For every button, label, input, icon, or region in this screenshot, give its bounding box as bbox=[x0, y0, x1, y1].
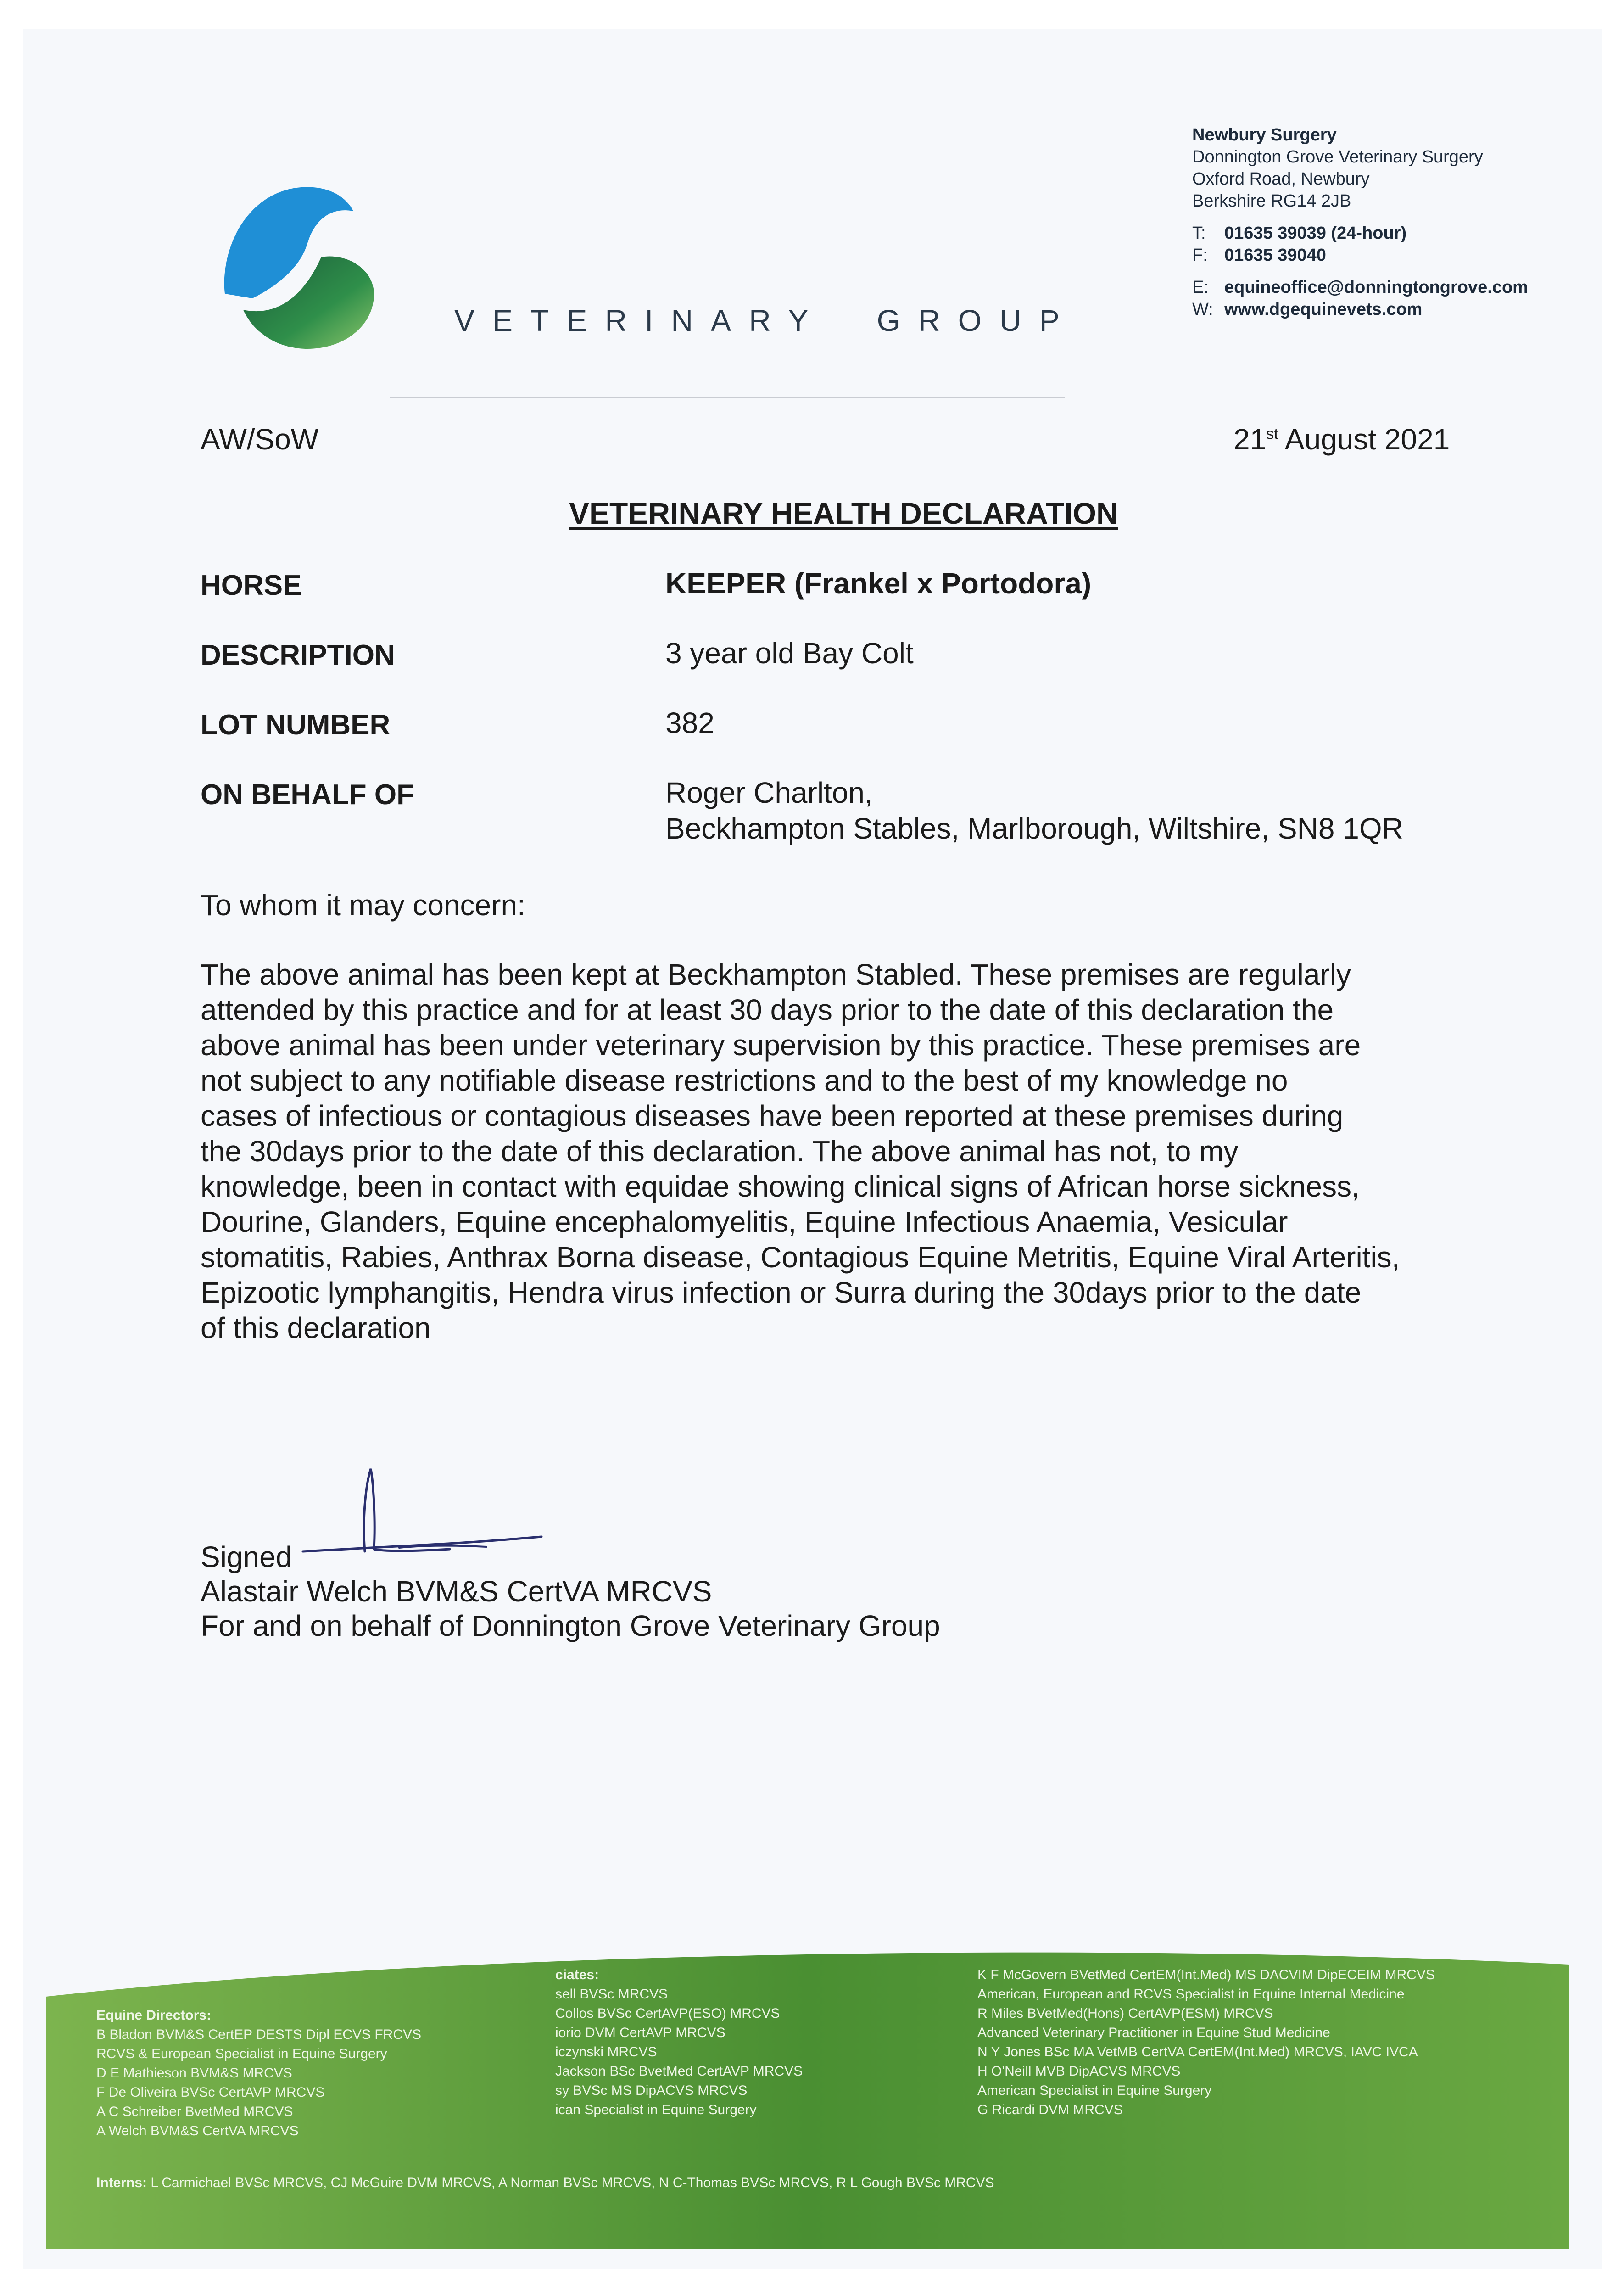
email-label: E: bbox=[1192, 278, 1209, 297]
associate-line: sy BVSc MS DipACVS MRCVS bbox=[555, 2083, 748, 2098]
behalf-line: Roger Charlton, bbox=[665, 776, 873, 809]
body-line: knowledge, been in contact with equidae showing clinical signs of African horse sickness, bbox=[201, 1170, 1360, 1203]
fax-label: F: bbox=[1192, 246, 1208, 265]
field-value-horse: KEEPER (Frankel x Portodora) bbox=[665, 567, 1092, 600]
header-divider bbox=[390, 397, 1065, 398]
date-rest: August 2021 bbox=[1278, 423, 1450, 456]
associate-line: iorio DVM CertAVP MRCVS bbox=[555, 2025, 725, 2040]
director-line: B Bladon BVM&S CertEP DESTS Dipl ECVS FRCVS bbox=[96, 2027, 422, 2042]
specialist-line: American Specialist in Equine Surgery bbox=[977, 2083, 1212, 2098]
associate-line: ican Specialist in Equine Surgery bbox=[555, 2102, 757, 2117]
signer-name: Alastair Welch BVM&S CertVA MRCVS bbox=[201, 1575, 712, 1608]
body-line: of this declaration bbox=[201, 1311, 431, 1344]
field-label-horse: HORSE bbox=[201, 570, 302, 601]
document-title: VETERINARY HEALTH DECLARATION bbox=[569, 496, 1118, 530]
specialist-line: American, European and RCVS Specialist in Equine Internal Medicine bbox=[977, 1987, 1405, 2002]
field-value-on-behalf-of bbox=[665, 775, 1403, 846]
fax-number: 01635 39040 bbox=[1224, 246, 1326, 265]
body-line: not subject to any notifiable disease restrictions and to the best of my knowledge no bbox=[201, 1064, 1288, 1097]
address-line: Donnington Grove Veterinary Surgery bbox=[1192, 147, 1483, 167]
footer-directors bbox=[96, 2006, 421, 2141]
group-title bbox=[454, 303, 1128, 338]
body-line: above animal has been under veterinary supervision by this practice. These premises are bbox=[201, 1029, 1361, 1062]
body-line: attended by this practice and for at least 30 days prior to the date of this declaration the bbox=[201, 993, 1334, 1026]
letter-date bbox=[1233, 422, 1450, 456]
field-label-description: DESCRIPTION bbox=[201, 639, 395, 671]
phone-label: T: bbox=[1192, 224, 1206, 243]
specialist-line: K F McGovern BVetMed CertEM(Int.Med) MS DACVIM DipECEIM MRCVS bbox=[977, 1967, 1435, 1982]
swan-leaf-logo-icon bbox=[216, 179, 399, 363]
footer-associates bbox=[555, 1965, 803, 2120]
directors-heading: Equine Directors: bbox=[96, 2008, 212, 2023]
interns-label: Interns: bbox=[96, 2175, 147, 2190]
associate-line: Jackson BSc BvetMed CertAVP MRCVS bbox=[555, 2064, 803, 2079]
associate-line: Collos BVSc CertAVP(ESO) MRCVS bbox=[555, 2006, 780, 2021]
address-line: Oxford Road, Newbury bbox=[1192, 169, 1370, 189]
associate-line: iczynski MRCVS bbox=[555, 2044, 657, 2060]
website-link[interactable]: www.dgequinevets.com bbox=[1224, 300, 1423, 319]
associates-heading: ciates: bbox=[555, 1967, 599, 1982]
footer-specialists bbox=[977, 1965, 1435, 2120]
date-day: 21 bbox=[1233, 423, 1267, 456]
director-line: F De Oliveira BVSc CertAVP MRCVS bbox=[96, 2085, 325, 2100]
specialist-line: R Miles BVetMed(Hons) CertAVP(ESM) MRCVS bbox=[977, 2006, 1273, 2021]
body-line: stomatitis, Rabies, Anthrax Borna disease, Contagious Equine Metritis, Equine Viral Arteritis, bbox=[201, 1241, 1400, 1274]
body-line: Epizootic lymphangitis, Hendra virus infection or Surra during the 30days prior to the date bbox=[201, 1276, 1362, 1309]
field-value-description: 3 year old Bay Colt bbox=[665, 637, 914, 670]
email-link[interactable]: equineoffice@donningtongrove.com bbox=[1224, 278, 1528, 297]
letter-reference: AW/SoW bbox=[201, 423, 319, 456]
director-line: D E Mathieson BVM&S MRCVS bbox=[96, 2066, 292, 2081]
field-label-lot-number: LOT NUMBER bbox=[201, 709, 391, 741]
field-value-lot-number: 382 bbox=[665, 706, 714, 739]
specialist-line: H O'Neill MVB DipACVS MRCVS bbox=[977, 2064, 1181, 2079]
director-line: A Welch BVM&S CertVA MRCVS bbox=[96, 2123, 299, 2138]
body-line: the 30days prior to the date of this declaration. The above animal has not, to my bbox=[201, 1135, 1239, 1168]
behalf-line: Beckhampton Stables, Marlborough, Wiltshire, SN8 1QR bbox=[665, 812, 1403, 845]
phone-number[interactable]: 01635 39039 (24-hour) bbox=[1224, 224, 1407, 243]
interns-list: L Carmichael BVSc MRCVS, CJ McGuire DVM MRCVS, A Norman BVSc MRCVS, N C-Thomas BVSc MRCVS, R L Gough BVSc MRCVS bbox=[147, 2175, 994, 2190]
group-title-word: GROUP bbox=[876, 303, 1077, 337]
signed-label: Signed bbox=[201, 1540, 292, 1573]
date-suffix: st bbox=[1266, 425, 1278, 443]
specialist-line: Advanced Veterinary Practitioner in Equine Stud Medicine bbox=[977, 2025, 1330, 2040]
body-line: Dourine, Glanders, Equine encephalomyelitis, Equine Infectious Anaemia, Vesicular bbox=[201, 1205, 1288, 1238]
body-line: cases of infectious or contagious diseases have been reported at these premises during bbox=[201, 1099, 1344, 1132]
field-label-on-behalf-of: ON BEHALF OF bbox=[201, 779, 414, 811]
body-line: The above animal has been kept at Beckhampton Stabled. These premises are regularly bbox=[201, 958, 1351, 991]
specialist-line: N Y Jones BSc MA VetMB CertVA CertEM(Int.Med) MRCVS, IAVC IVCA bbox=[977, 2044, 1418, 2060]
group-title-word: VETERINARY bbox=[454, 303, 826, 337]
web-label: W: bbox=[1192, 300, 1213, 319]
contact-block bbox=[1192, 124, 1528, 320]
salutation: To whom it may concern: bbox=[201, 889, 525, 922]
director-line: RCVS & European Specialist in Equine Surgery bbox=[96, 2046, 387, 2061]
declaration-body bbox=[201, 957, 1467, 1346]
footer-interns bbox=[96, 2173, 994, 2193]
director-line: A C Schreiber BvetMed MRCVS bbox=[96, 2104, 293, 2119]
handwritten-signature bbox=[294, 1460, 551, 1565]
on-behalf-line: For and on behalf of Donnington Grove Veterinary Group bbox=[201, 1609, 940, 1642]
associate-line: sell BVSc MRCVS bbox=[555, 1987, 668, 2002]
office-name: Newbury Surgery bbox=[1192, 125, 1337, 145]
specialist-line: G Ricardi DVM MRCVS bbox=[977, 2102, 1123, 2117]
address-line: Berkshire RG14 2JB bbox=[1192, 191, 1351, 211]
